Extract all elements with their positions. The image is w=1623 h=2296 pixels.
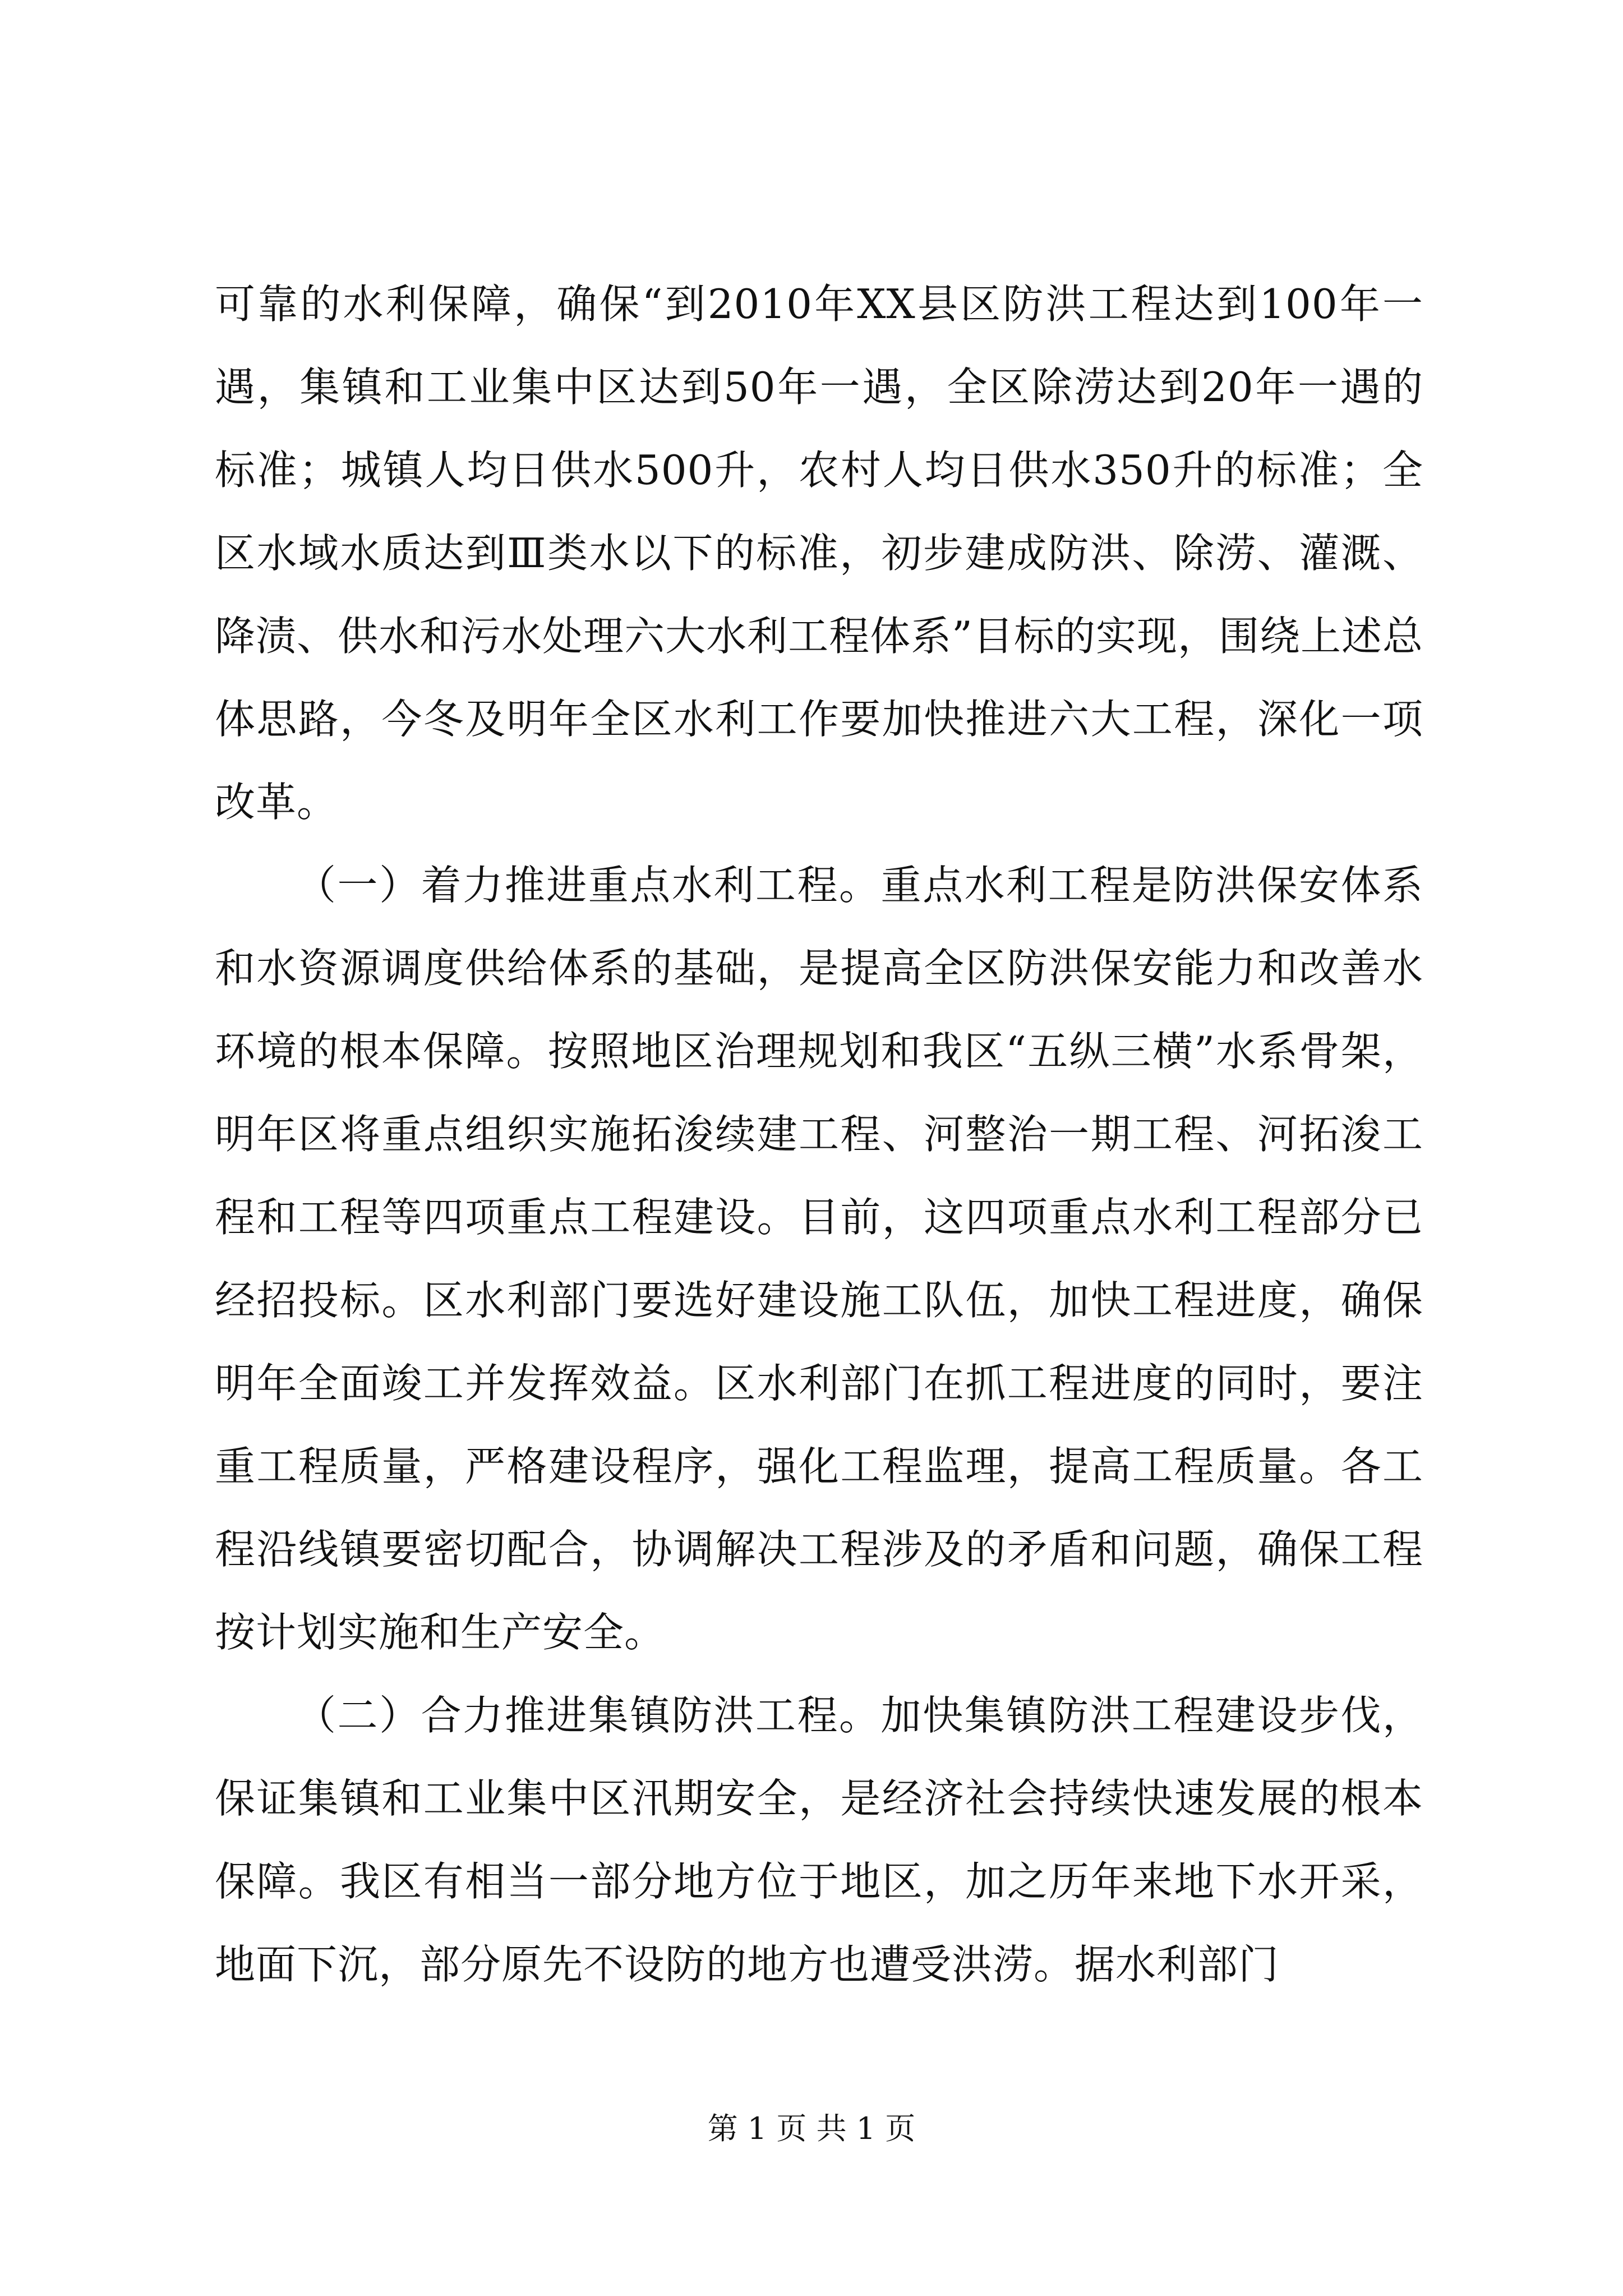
paragraph-section-two: （二）合力推进集镇防洪工程。加快集镇防洪工程建设步伐，保证集镇和工业集中区汛期安全，是经济社会持续快速发展的根本保障。我区有相当一部分地方位于地区，加之历年来地下水开采，地面下沉，部分原先不设防的地方也遭受洪涝。据水利部门 <box>215 1692 1423 1988</box>
paragraph-continuation: 可靠的水利保障，确保“到2010年XX县区防洪工程达到100年一遇，集镇和工业集中区达到50年一遇，全区除涝达到20年一遇的标准；城镇人均日供水500升，农村人均日供水350升的标准；全区水域水质达到Ⅲ类水以下的标准，初步建成防洪、除涝、灌溉、降渍、供水和污水处理六大水利工程体系”目标的实现，围绕上述总体思路，今冬及明年全区水利工作要加快推进六大工程，深化一项改革。 <box>215 280 1423 826</box>
paragraph-section-one: （一）着力推进重点水利工程。重点水利工程是防洪保安体系和水资源调度供给体系的基础，是提高全区防洪保安能力和改善水环境的根本保障。按照地区治理规划和我区“五纵三横”水系骨架，明年区将重点组织实施拓浚续建工程、河整治一期工程、河拓浚工程和工程等四项重点工程建设。目前，这四项重点水利工程部分已经招投标。区水利部门要选好建设施工队伍，加快工程进度，确保明年全面竣工并发挥效益。区水利部门在抓工程进度的同时，要注重工程质量，严格建设程序，强化工程监理，提高工程质量。各工程沿线镇要密切配合，协调解决工程涉及的矛盾和问题，确保工程按计划实施和生产安全。 <box>215 862 1423 1656</box>
page-number-footer: 第 1 页 共 1 页 <box>707 2111 916 2146</box>
document-body <box>215 263 1423 2006</box>
